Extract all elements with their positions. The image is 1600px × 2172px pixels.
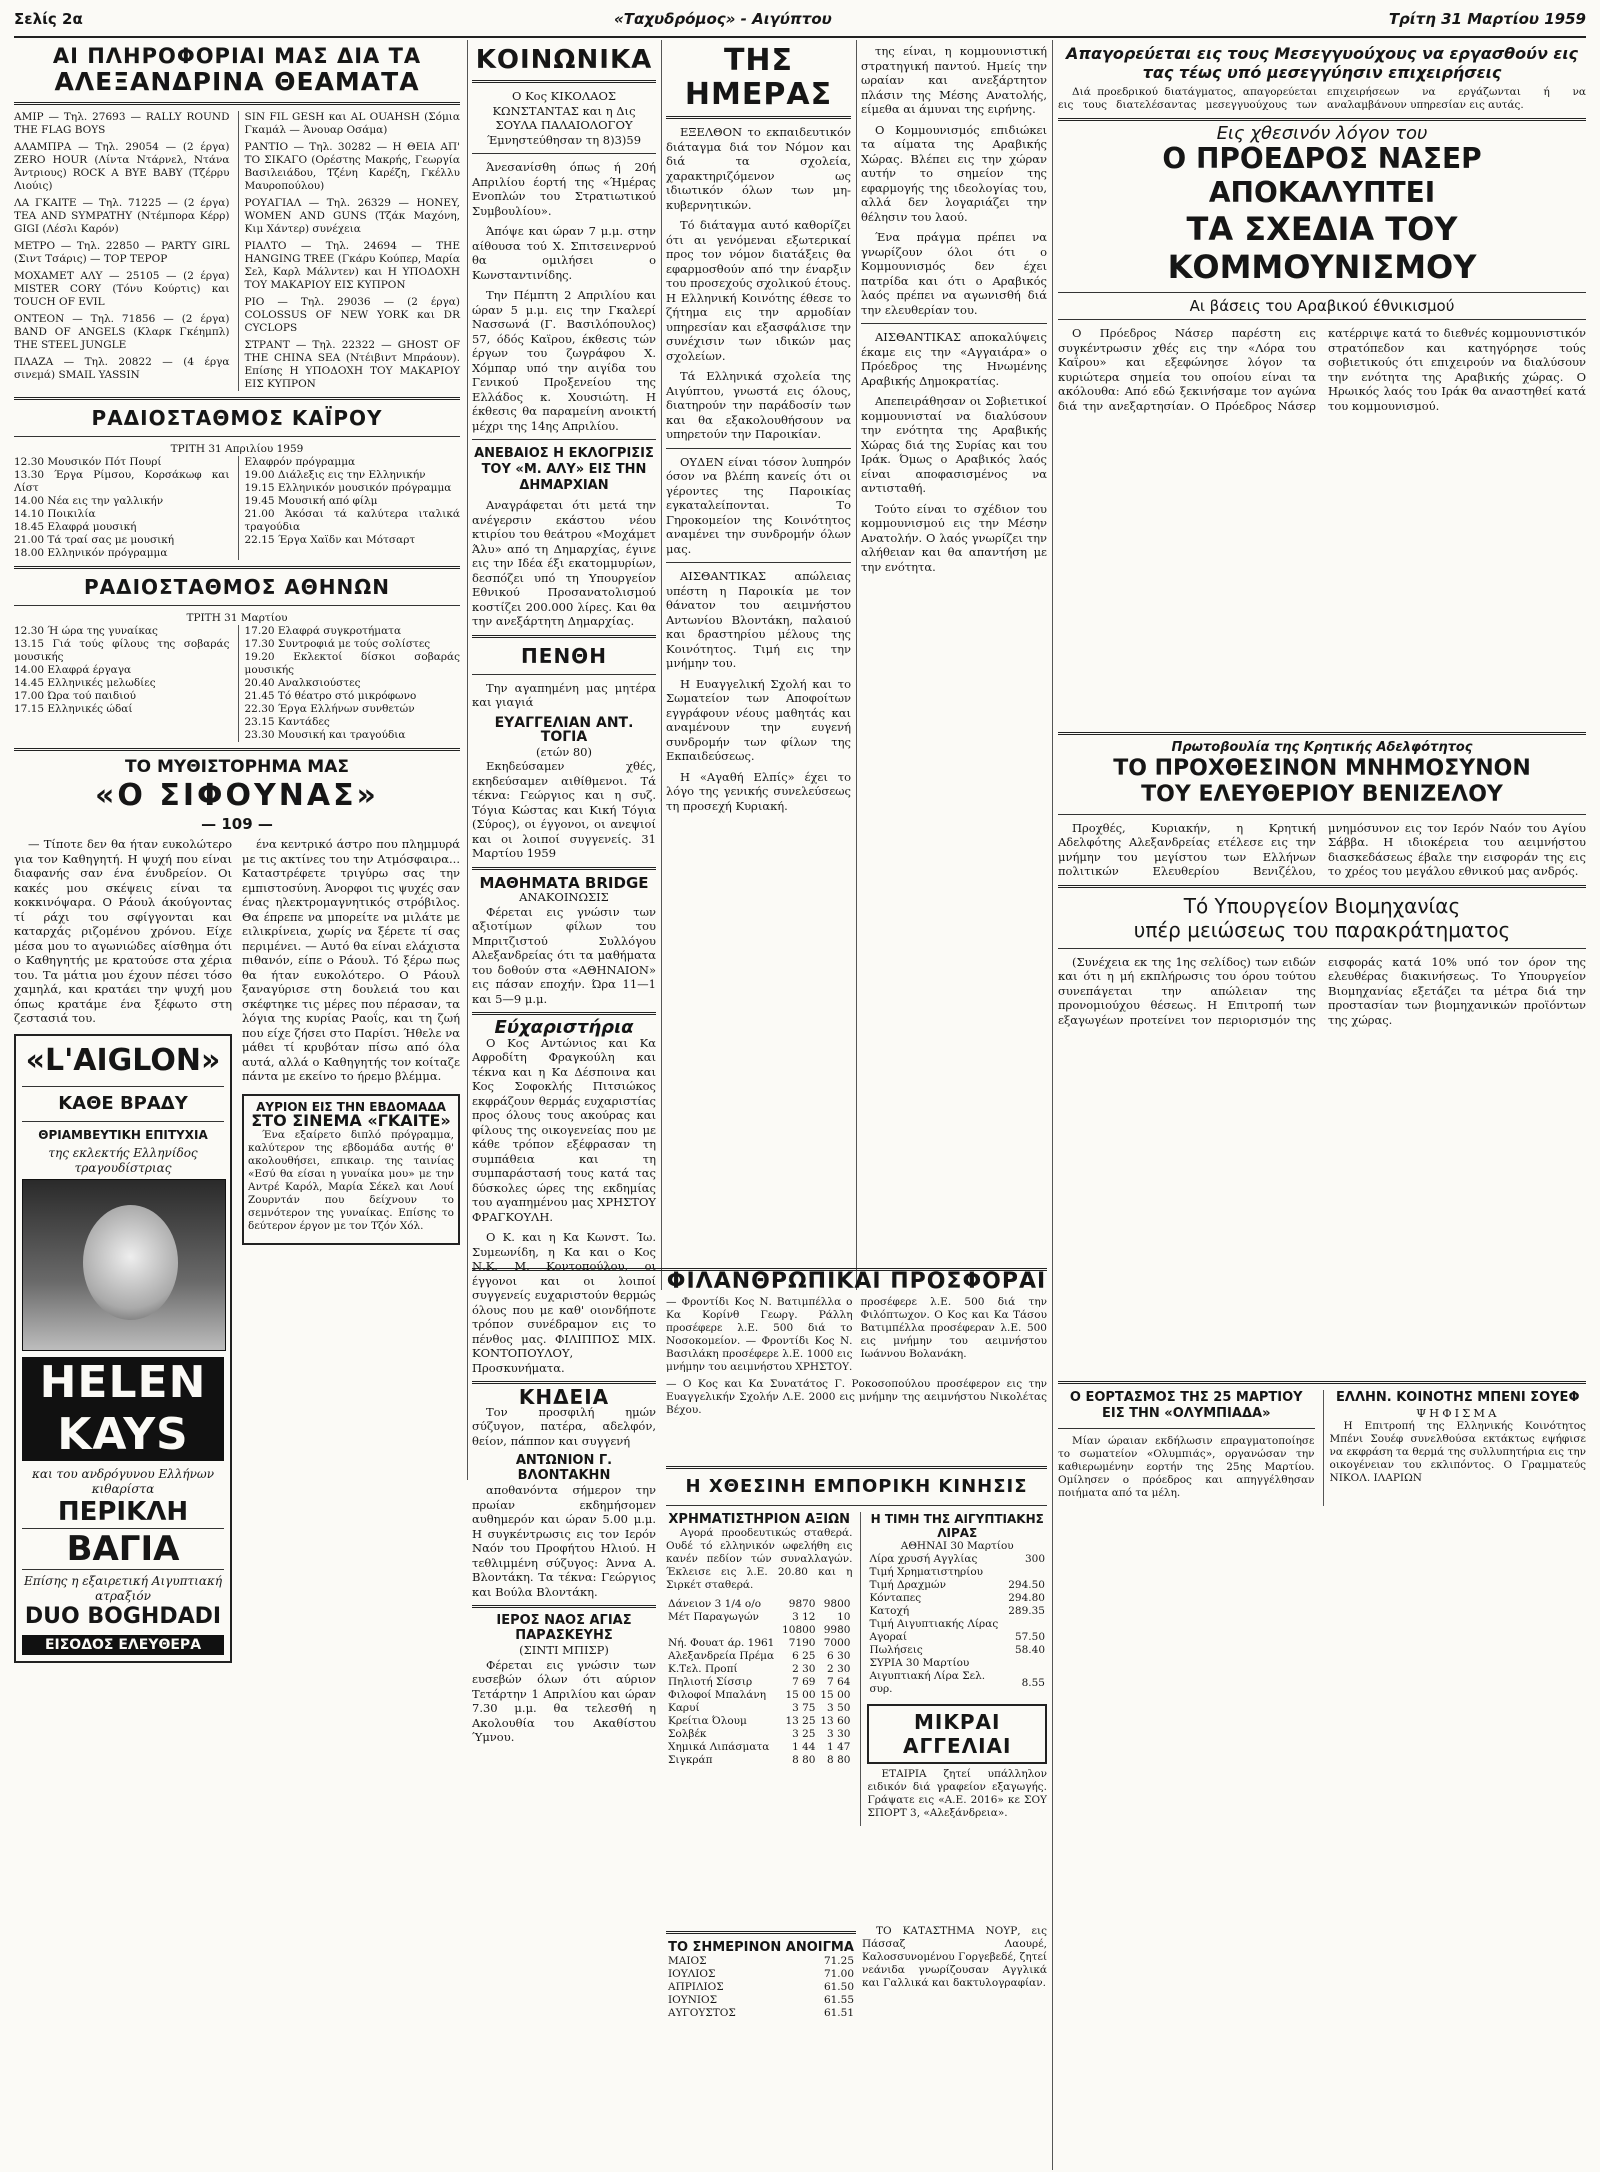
- cotton-table: [666, 1955, 856, 2020]
- table-row: Σιγκράπ 8 80 8 80: [668, 1754, 851, 1766]
- mourning-age: (ετών 80): [536, 744, 592, 759]
- custodians-text: Διά προεδρικού διατάγματος, απαγορεύεται εις τους διατελέσαντας μεσεγγυούχους των επιχειρήσεων να εργάζωνται ή να αναλαμβάνουν υπηρεσίαν εις αυτάς.: [1058, 86, 1586, 111]
- trade-section: [666, 1460, 1047, 1826]
- classified-ad: ΕΤΑΙΡΙΑ ζητεί υπάλληλον ειδικόν διά γραφείον εξαγωγής. Γράψατε εις «Α.Ε. 2016» κε ΣΟΥ ΣΠΟΡΤ 3, «Αλεξάνδρεια».: [867, 1768, 1047, 1819]
- divider: [472, 1605, 656, 1608]
- divider: [472, 867, 656, 870]
- article-paragraph: Ένα πράγμα πρέπει να γνωρίζουν όλοι ότι ο Κομμουνισμός δεν έχει πατρίδα και ότι ο Αραβικός λαός πρέπει να αγωνισθή διά την ελευθερίαν του.: [861, 230, 1047, 317]
- lira-table: [867, 1553, 1047, 1696]
- election-text: Αναγράφεται ότι μετά την ανέγερσιν εκάστου νέου κτιρίου του θεάτρου «Μοχάμετ Άλυ» από τη Δημαρχίας, έγινε εις την Ιδέα έξι εκατομμυρίων, δεσπόζει υπό τη Υπουργείον Εθνικού Προσανατολισμού κοστίζει 200.000 λίρες. Και θα την ανεξάρτητη Δημαρχίας.: [472, 498, 656, 628]
- article-paragraph: Ο Κομμουνισμός επιδιώκει τα αίματα της Αραβικής Χώρας. Βλέπει εις την χώραν αυτήν το σημείον της εφαρμογής της ιδεολογίας του, αλλά δεν λογαριάζει την θέλησιν του λαού.: [861, 122, 1047, 224]
- goethe-title: ΑΥΡΙΟΝ ΕΙΣ ΤΗΝ ΕΒΔΟΜΑΔΑ: [256, 1099, 446, 1114]
- lira-title: Η ΤΙΜΗ ΤΗΣ ΑΙΓΥΠΤΙΑΚΗΣ ΛΙΡΑΣ: [870, 1512, 1044, 1540]
- divider: [14, 605, 460, 606]
- classifieds-box: [867, 1704, 1047, 1764]
- column-rule: [661, 40, 662, 1290]
- article-paragraph: Τούτο είναι το σχέδιον του κομμουνισμού εις την Μέσην Ανατολήν. Ο λαός γνωρίζει την αλήθειαν και θα απαντήση με την ενότητα.: [861, 501, 1047, 574]
- thanks-text: Ο Κ. και η Κα Κωνστ. Ίω. Συμεωνίδη, η Κα και ο Κος Ν.Κ. Μ. Κοντοπούλου, οι έγγονοι και οι λοιποί συγγενείς ευχαριστούν θερμώς όλους που με καθ' οιονδήποτε τρόπον συνέδραμον εις το πένθος μας. ΦΙΛΙΠΠΟΣ ΜΙΧ. ΚΟΝΤΟΠΟΥΛΟΥ, Προσκυνήματα.: [472, 1230, 656, 1375]
- singer-face: [83, 1205, 178, 1320]
- philanthropy-columns: [666, 1296, 1047, 1374]
- article-paragraph: ΑΙΣΘΑΝΤΙΚΑΣ απώλειας υπέστη η Παροικία με τον θάνατον του αειμνήστου Αντωνίου Βλοντάκη, παλαιού και δραστηρίου μέλους της Κοινότητος. Τιμή εις την μνήμην του.: [666, 569, 851, 670]
- cinema-goethe-box: [242, 1094, 460, 1245]
- table-row: Φιλοφοί Μπαλάνη 15 00 15 00: [668, 1689, 851, 1701]
- ad-venue: «L'AIGLON»: [25, 1042, 221, 1078]
- ad-vagia: ΒΑΓΙΑ: [22, 1528, 224, 1570]
- mourning-text: Εκηδεύσαμεν χθές, εκηδεύσαμεν αιθίθμενοι. Τά τέκνα: Γεώργιος και η συζ. Τόγια Κώστας και Κική Τόγια (Σύρος), οι έγγονοι, οι ανεψιοί και οι λοιποί συγγενείς. 31 Μαρτίου 1959: [472, 759, 656, 860]
- divider: [666, 1505, 1047, 1506]
- event-notice: Άνεσανίσθη όπως ή 20ή Απριλίου έορτή της «Ήμέρας Ενοπλών του Στρατιωτικού Συμβουλίου».: [472, 160, 656, 218]
- cinema-listings: [14, 111, 460, 391]
- philanthropy-title: ΦΙΛΑΝΘΡΩΠΙΚΑΙ ΠΡΟΣΦΟΡΑΙ: [666, 1269, 1047, 1294]
- cinema-list-left: [14, 111, 230, 391]
- entertainment-title-2: ΑΛΕΞΑΝΔΡΙΝΑ ΘΕΑΜΑΤΑ: [54, 67, 420, 96]
- novel-right: [242, 837, 460, 1663]
- table-row: Αιγυπτιακή Λίρα Σελ. συρ. 8.55: [869, 1670, 1045, 1695]
- table-row: Κόνταπες 294.80: [869, 1592, 1045, 1604]
- radio-item: 14.10 Ποικιλία: [14, 508, 96, 520]
- table-row: ΙΟΥΛΙΟΣ 71.00: [668, 1968, 854, 1980]
- entertainment-column: [14, 44, 460, 2164]
- mourning-name: ΕΥΑΓΓΕΛΙΑΝ ΑΝΤ. ΤΟΓΙΑ: [494, 714, 634, 745]
- table-row: Κρείτια Όλουμ 13 25 13 60: [668, 1715, 851, 1727]
- cotton-section: [666, 1925, 856, 2020]
- table-row: Καρυί 3 75 3 50: [668, 1702, 851, 1714]
- table-row: Σολβέκ 3 25 3 30: [668, 1728, 851, 1740]
- cinema-entry: ΡΙΟ — Τηλ. 29036 — (2 έργα) COLOSSUS OF NEW YORK και DR CYCLOPS: [244, 296, 460, 334]
- radio-item: 17.00 Ώρα τού παιδιού: [14, 690, 137, 702]
- article-paragraph: Η «Αγαθή Ελπίς» έχει το λόγο της γενικής συνελεύσεως τη προσεχή Κυριακή.: [666, 769, 851, 813]
- news-column: [1058, 44, 1586, 2164]
- of-the-day-title: ΤΗΣ ΗΜΕΡΑΣ: [666, 44, 851, 119]
- church-title: ΙΕΡΟΣ ΝΑΟΣ ΑΓΙΑΣ ΠΑΡΑΣΚΕΥΗΣ: [496, 1613, 632, 1643]
- cinema-entry: ΡΑΝΤΙΟ — Τηλ. 30282 — Η ΘΕΙΑ ΑΠ' ΤΟ ΣΙΚΑΓΟ (Ορέστης Μακρής, Γεωργία Βασιλειάδου, Τζένη Καρέζη, Γκέλλυ Μαυροπούλου): [244, 141, 460, 192]
- table-row: Αγοραί 57.50: [869, 1631, 1045, 1643]
- radio-item: 17.30 Συντροφιά με τούς σολίστες: [244, 638, 431, 650]
- issue-date: Τρίτη 31 Μαρτίου 1959: [1388, 10, 1586, 28]
- divider: [14, 748, 460, 751]
- divider: [666, 1931, 856, 1934]
- entertainment-title: ΑΙ ΠΛΗΡΟΦΟΡΙΑΙ ΜΑΣ ΔΙΑ ΤΑ: [52, 44, 422, 68]
- stock-exchange: [666, 1512, 852, 1826]
- table-row: 10800 9980: [782, 1624, 851, 1636]
- radio-item: 12.30 Ή ώρα της γυναίκας: [14, 625, 158, 637]
- bottom-right-boxes: [1058, 1390, 1586, 1506]
- mourning-intro: Την αγαπημένη μας μητέρα και γιαγιά: [472, 680, 656, 709]
- divider: [14, 566, 460, 569]
- table-row: Χημικά Λιπάσματα 1 44 1 47: [668, 1741, 851, 1753]
- laiglon-ad: [14, 1034, 232, 1664]
- beni-suef-text: Η Επιτροπή της Ελληνικής Κοινότητος Μπένι Σουέφ συνελθούσα εκτάκτως εψήφισε να εκφράση τα θερμά της συλλυπητήρια εις την οικογένειαν του εκλιπόντος. Ο Γραμματεύς ΝΙΚΟΛ. ΙΛΑΡΙΩΝ: [1329, 1420, 1586, 1484]
- divider: [1058, 948, 1586, 949]
- radio-item: 18.45 Ελαφρά μουσική: [14, 521, 137, 533]
- column-rule: [467, 40, 468, 1480]
- mourning-title: ΠΕΝΘΗ: [521, 643, 607, 668]
- nasser-text: Ο Πρόεδρος Νάσερ παρέστη εις συγκέντρωσιν χθές εις την «Λόρα του Καΐρου» και εξεφώνησε λόγον τα κυριώτερα σημεία του οποίου είναι τα ακόλουθα: Από εδώ ξεκινήσαμε τον αγώνα διά την ανεξαρτησίαν. Ο Πρόεδρος Νάσερ κατέρριψε κατά το διεθνές κομμουνιστικόν στρατόπεδον και κατηγόρησε τούς σοβιετικούς ότι επιχειρούν να διαλύσουν την ενότητα της Αραβικής χώρας. Ο Ηρωικός λαός του Ιράκ θα αναστηθεί κατά του κομμουνισμού.: [1058, 326, 1586, 413]
- table-row: Νή. Φουατ άρ. 1961 7190 7000: [668, 1637, 851, 1649]
- table-row: ΜΑΙΟΣ 71.25: [668, 1955, 854, 1967]
- article-paragraph: Τά Ελληνικά σχολεία της Αιγύπτου, γνωστά εις όλους, διατηρούν την παράδοσίν των και θα εξακολουθήσουν να υπηρετούν την Παροικίαν.: [666, 369, 851, 441]
- nasser-kicker: Εις χθεσινόν λόγον του: [1216, 123, 1428, 144]
- radio-item: Ελαφρόν πρόγραμμα: [244, 456, 356, 468]
- table-row: ΑΠΡΙΛΙΟΣ 61.50: [668, 1981, 854, 1993]
- novel-text: — Τίποτε δεν θα ήταν ευκολώτερο για τον Καθηγητή. Η ψυχή που είναι διαφανής σαν ένα ένυδρείον. Οι κακές μου σκέψεις είναι τα κοκκινόψαρα. Ο Ράουλ άκούγοντας τί ράχι του σφίγγονται και καταρχάς ριζομένου χρόνου. Είχε μέσα μου το αγωνιώδες αίσθημα ότι ο Καθηγητής με κρατούσε στα χέρια του. Τα μάτια μου έχουν πέσει τόσο χαμηλά, και κρατάει την ψυχή μου όπως κρατάμε ένα ξέφωτο στη ζεστασιά του.: [14, 837, 232, 1025]
- singer-photo: [22, 1179, 226, 1351]
- novel-number: — 109 —: [201, 815, 273, 833]
- novel-body: [14, 837, 460, 1663]
- custodians-headline: Απαγορεύεται εις τους Μεσεγγυούχους να εργασθούν εις τας τέως υπό μεσεγγύησιν επιχειρήσεις: [1065, 44, 1579, 82]
- bridge-text: Φέρεται εις γνώσιν των αξιοτίμων φίλων του Μπριτζιστού Συλλόγου Αλεξανδρείας ότι τα μαθήματα του δοθούν στα «ΑΘΗΝΑΙΟΝ» εις πάσαν εποχήν. Ώρα 11—1 και 5—9 μ.μ.: [472, 904, 656, 1006]
- cinema-entry: ΡΟΥΑΓΙΑΛ — Τηλ. 26329 — HONEY, WOMEN AND GUNS (Τζάκ Μαχόνη, Κιμ Χάντερ) συνέχεια: [244, 197, 460, 235]
- radio-item: 14.00 Ελαφρά έργαγα: [14, 664, 132, 676]
- memorial-headline: ΤΟ ΠΡΟΧΘΕΣΙΝΟΝ ΜΝΗΜΟΣΥΝΟΝ: [1113, 755, 1531, 781]
- election-headline: ΑΝΕΒΑΙΟΣ Η ΕΚΛΟΓΡΙΣΙΣ ΤΟΥ «Μ. ΑΛΥ» ΕΙΣ ΤΗΝ ΔΗΜΑΡΧΙΑΝ: [474, 446, 654, 493]
- stock-title: ΧΡΗΜΑΤΙΣΤΗΡΙΟΝ ΑΞΙΩΝ: [668, 1512, 851, 1527]
- philanthropy-block: [666, 1268, 1047, 1417]
- table-row: Κ.Τελ. Προπί 2 30 2 30: [668, 1663, 851, 1675]
- divider: [1058, 732, 1586, 735]
- continuation-column: [861, 44, 1047, 1244]
- radio-athens-title: ΡΑΔΙΟΣΤΑΘΜΟΣ ΑΘΗΝΩΝ: [83, 575, 391, 599]
- cinema-entry: ΑΜΙΡ — Τηλ. 27693 — RALLY ROUND THE FLAG BOYS: [14, 111, 230, 136]
- divider: [22, 1086, 224, 1087]
- social-title: ΚΟΙΝΩΝΙΚΑ: [472, 44, 656, 83]
- article-paragraph: ΟΥΔΕΝ είναι τόσον λυπηρόν όσον να βλέπη κανείς ότι οι γέροντες της Παροικίας εγκαταλείπονται. Το Γηροκομείον της Κοινότητος αναμένει την συνδρομήν όλων μας.: [666, 454, 851, 556]
- nasser-headline: Ο ΠΡΟΕΔΡΟΣ ΝΑΣΕΡ ΑΠΟΚΑΛΥΠΤΕΙ: [1162, 141, 1482, 209]
- radio-item: 22.15 Έργα Χαϊδν και Μότσαρτ: [244, 534, 416, 546]
- philanthropy-text: προσέφερε λ.Ε. 500 διά την Φιλόπτωχον. Ο Κος και Κα Τάσου Βατιμπέλλα προσέφεραν λ.Ε. 500 εις μνήμην του αειμνήστου Ιωάννου Βολανάκη.: [860, 1296, 1047, 1360]
- trade-title: Η ΧΘΕΣΙΝΗ ΕΜΠΟΡΙΚΗ ΚΙΝΗΣΙΣ: [685, 1476, 1028, 1497]
- radio-item: 17.20 Ελαφρά συγκροτήματα: [244, 625, 402, 637]
- article-paragraph: ΕΞΕΛΘΟΝ το εκπαιδευτικόν διάταγμα διά τον Νόμον και διά τα σχολεία, χαρακτηριζόμενον ως ιδιωτικόν όλων των μη-κυβερνητικών.: [666, 125, 851, 212]
- memorial-text: Προχθές, Κυριακήν, η Κρητική Αδελφότης Αλεξανδρείας ετέλεσε εις την μνήμην του μεγίστου των Ελλήνων πολιτικών Ελευθερίου Βενιζέλου, μνημόσυνον εις τον Ιερόν Ναόν του Αγίου Σάββα. Η ιδιοκέρεια του αειμνήστου διασκεδάσεως έβαλε την εισφοράν της εις το χρέος του μεγάλου εθνικού μας ανδρός.: [1058, 820, 1586, 878]
- philanthropy-text: — Ο Κος και Κα Συνατάτος Γ. Ροκοσοπούλου προσέφερον εις την Ευαγγελικήν Σχολήν Λ.Ε. 2000 εις μνήμην της αειμνήστου Νικολέτας Βέχου.: [666, 1378, 1047, 1416]
- industry-headline: Τό Υπουργείον Βιομηχανίας: [1183, 893, 1461, 918]
- radio-item: 21.00 Τά τραί σας με μουσική: [14, 534, 175, 546]
- radio-athens-date: ΤΡΙΤΗ 31 Μαρτίου: [186, 612, 288, 624]
- novel-kicker: ΤΟ ΜΥΘΙΣΤΟΡΗΜΑ ΜΑΣ: [125, 757, 349, 777]
- church-text: Φέρεται εις γνώσιν των ευσεβών όλων ότι αύριον Τετάρτην 1 Απριλίου και ώραν 7.30 μ.μ. θα τελεσθή η Ακολουθία του Ακαθίστου Ύμνου.: [472, 1657, 656, 1744]
- radio-item: 14.45 Ελληνικές μελωδίες: [14, 677, 156, 689]
- event-notice: Την Πέμπτη 2 Απριλίου και ώραν 5 μ.μ. εις την Γκαλερί Νασσωνά (Γ. Βασιλόπουλος) 57, όδός Καϊρου, έκθεσις τών έργων του ζωγράφου Χ. Χόμπαρ υπό την αιγίδα του Γενικού Προξενείου της Ελλάδος κ. Χουσιώτη. Η έκθεσις θα παραμείνη ανοικτή μέχρι της 14ης Απριλίου.: [472, 288, 656, 433]
- ad-every-night: ΚΑΘΕ ΒΡΑΔΥ: [58, 1092, 188, 1114]
- ad-success: ΘΡΙΑΜΒΕΥΤΙΚΗ ΕΠΙΤΥΧΙΑ: [38, 1127, 208, 1142]
- radio-cairo-schedule: [14, 456, 460, 560]
- divider: [1058, 118, 1586, 121]
- table-row: ΙΟΥΝΙΟΣ 61.55: [668, 1994, 854, 2006]
- table-row: ΑΥΓΟΥΣΤΟΣ 61.51: [668, 2007, 854, 2019]
- radio-cairo-title: ΡΑΔΙΟΣΤΑΘΜΟΣ ΚΑΪΡΟΥ: [91, 406, 383, 430]
- novel-title: «Ο ΣΙΦΟΥΝΑΣ»: [95, 778, 379, 813]
- table-row: Αλεξανδρεία Πρέμα 6 25 6 30: [668, 1650, 851, 1662]
- radio-item: 23.30 Μουσική και τραγούδια: [244, 729, 406, 741]
- lira-and-ads: [860, 1512, 1047, 1826]
- stock-text: Αγορά προοδευτικώς σταθερά. Ουδέ τό ελληνικόν ωφελήθη εις κανέν πεδίον τών συναλλαγών. Έκλεισε εις λ.Ε. 20.80 και η Σιρκέτ σταθερά.: [666, 1527, 853, 1591]
- social-column: [472, 44, 656, 1744]
- cinema-entry: ΣΤΡΑΝΤ — Τηλ. 22322 — GHOST OF THE CHINA SEA (Ντέιβιντ Μπράουν). Επίσης Η ΥΠΟΔΟΧΗ ΤΟΥ ΜΑΚΑΡΙΟΥ ΕΙΣ ΚΥΠΡΟΝ: [244, 339, 460, 390]
- radio-athens-schedule: [14, 625, 460, 742]
- nasser-subhead: Αι βάσεις του Αραβικού έθνικισμού: [1189, 296, 1455, 315]
- beni-suef-title: ΕΛΛΗΝ. ΚΟΙΝΟΤΗΣ ΜΠΕΝΙ ΣΟΥΕΦ: [1336, 1389, 1580, 1405]
- radio-item: 21.00 Άκόσαι τά καλύτερα ιταλικά τραγούδια: [244, 508, 460, 533]
- classifieds-title-2: ΑΓΓΕΛΙΑΙ: [902, 1734, 1012, 1758]
- masthead: «Ταχυδρόμος» - Αιγύπτου: [614, 10, 832, 28]
- nasser-headline-2: ΤΑ ΣΧΕΔΙΑ ΤΟΥ ΚΟΜΜΟΥΝΙΣΜΟΥ: [1167, 209, 1477, 286]
- engagement-notice: Ο Κος ΚΙΚΟΛΑΟΣ ΚΩΝΣΤΑΝΤΑΣ και η Δις ΣΟΥΛΑ ΠΑΛΑΙΟΛΟΓΟΥ Έμνηστεύθησαν τη 8)3)59: [486, 89, 642, 147]
- radio-item: 19.45 Μουσική από φίλμ: [244, 495, 378, 507]
- goethe-text: Ένα εξαίρετο διπλό πρόγραμμα, καλύτερον της εβδομάδα αυτής θ' ακολουθήσει, επικαιρ. της ταινίας «Εσύ θα είσαι η γυναίκα μου» με την Αντρέ Καρόλ, Μαρία Σέκελ και Λουί Ζουρντάν που δείχνουν το σεμνότερον της γυναίκας. Επίσης το δεύτερον έργον με τον Τζόν Χόλ.: [248, 1128, 454, 1232]
- funeral-intro: Τον προσφιλή ημών σύζυγον, πατέρα, αδελφόν, θείον, πάππον και συγγενή: [472, 1404, 656, 1448]
- cinema-entry: ΜΕΤΡΟ — Τηλ. 22850 — PARTY GIRL (Σιντ Τσάρις) — TOP ΤΕΡΟΡ: [14, 240, 230, 265]
- divider: [472, 1012, 656, 1015]
- article-paragraph: Απεπειράθησαν οι Σοβιετικοί κομμουνισταί να διαλύσουν την ενότητα της Αραβικής Χώρας διά της Συρίας και του Ιράκ. Όμως ο Αραβικός λαός είναι αποφασισμένος να αντισταθή.: [861, 394, 1047, 495]
- radio-item: 12.30 Μουσικόν Πότ Πουρί: [14, 456, 162, 468]
- funeral-name: ΑΝΤΩΝΙΟΝ Γ. ΒΛΟΝΤΑΚΗΝ: [515, 1453, 613, 1483]
- thanks-text: Ο Κος Αντώνιος και Κα Αφροδίτη Φραγκούλη και τέκνα και η Κα Δέσποινα και Κος Σοφοκλής Πιτσιώκος εκφράζουν θερμάς ευχαριστίας προς όλους τους ακούρας και φίλους της οικογενείας που με κάθε τρόπον εξέφρασαν τη συμπάθεια και τη συμπαράστασή τους κατά τας δύσκολες ώρες της εκδημίας του αγαπημένου μας ΧΡΗΣΤΟΥ ΦΡΑΓΚΟΥΛΗ.: [472, 1035, 656, 1224]
- divider: [1058, 814, 1586, 815]
- divider: [472, 635, 656, 638]
- table-row: Τιμή Αιγυπτιακής Λίρας: [869, 1618, 999, 1630]
- funeral-title: ΚΗΔΕΙΑ: [518, 1385, 610, 1409]
- radio-item: 22.30 Έργα Ελλήνων συνθετών: [244, 703, 415, 715]
- page-header: [14, 6, 1586, 38]
- divider: [472, 1381, 656, 1384]
- cotton-title: ΤΟ ΣΗΜΕΡΙΝΟΝ ΑΝΟΙΓΜΑ: [668, 1940, 854, 1955]
- cinema-entry: ΛΑ ΓΚΑΙΤΕ — Τηλ. 71225 — (2 έργα) TEA AND SYMPATHY (Ντέμπορα Κέρρ) GIGI (Λέσλι Καρόν): [14, 197, 230, 235]
- classifieds-title: ΜΙΚΡΑΙ: [914, 1710, 1001, 1734]
- divider: [1058, 1381, 1586, 1384]
- radio-list-right: [238, 456, 461, 560]
- divider: [861, 323, 1047, 324]
- philanthropy-text: — Φροντίδι Κος Ν. Βατιμπέλλα ο Κα Κορίνθ Γεωργ. Ράλλη προσέφερε λ.Ε. 500 διά το Νοσοκομείον. — Φροντίδι Κος Ν. Βασιλάκη προσέφερε λ.Ε. 1000 εις μνήμην του αειμνήστου ΧΡΗΣΤΟΥ.: [666, 1296, 853, 1373]
- classified-ad: ΤΟ ΚΑΤΑΣΤΗΜΑ ΝΟΥΡ, εις Πάσσαζ Λαουρέ, Καλοσσυνομένου Γοργεβεδέ, ζητεί νεάνιδα γνωρίζουσαν Αγγλικά και Γαλλικά και δακτυλογραφίαν.: [862, 1925, 1047, 1989]
- ad-guitarists: και του ανδρόγυνου Ελλήνων κιθαρίστα: [32, 1467, 214, 1496]
- column-rule: [856, 40, 857, 1290]
- divider: [1058, 292, 1586, 293]
- radio-cairo-date: ΤΡΙΤΗ 31 Απριλίου 1959: [170, 443, 304, 455]
- divider: [14, 397, 460, 400]
- article-paragraph: ΑΙΣΘΑΝΤΙΚΑΣ αποκαλύψεις έκαμε εις την «Αγγαιάρα» ο Πρόεδρος της Ηνωμένης Αραβικής Δημοκρατίας.: [861, 330, 1047, 388]
- industry-text: (Συνέχεια εκ της 1ης σελίδος) των ειδών και ότι η μή εκπλήρωσις του όρου τούτου συνεπάγεται την απώλειαν της προνομιούχου θέσεως. Η Επιτροπή των εξαγωγέων προτείνει τον περιορισμόν της εισφοράς κατά 10% υπό τον όρον της ελευθέρας διακινήσεως. Το Υπουργείον Βιομηχανίας εξετάζει τα μέτρα διά την προστασίαν των βιομηχανικών προϊόντων της χώρας.: [1058, 954, 1586, 1027]
- divider: [472, 153, 656, 154]
- radio-item: 14.00 Νέα εις την γαλλικήν: [14, 495, 164, 507]
- beni-suef-box: [1323, 1390, 1587, 1506]
- divider: [666, 562, 851, 563]
- bridge-subtitle: ΑΝΑΚΟΙΝΩΣΙΣ: [519, 890, 609, 904]
- radio-item: 23.15 Καντάδες: [244, 716, 330, 728]
- novel-left: [14, 837, 232, 1663]
- olympiada-title: Ο ΕΟΡΤΑΣΜΟΣ ΤΗΣ 25 ΜΑΡΤΙΟΥ ΕΙΣ ΤΗΝ «ΟΛΥΜΠΙΑΔΑ»: [1069, 1389, 1303, 1421]
- radio-item: 17.15 Ελληνικές ώδαί: [14, 703, 133, 715]
- divider: [14, 436, 460, 437]
- article-paragraph: της είναι, η κομμουνιστική στρατηγική παντού. Ημείς την ωραίαν και ανεξάρτητον πλάσιν της Μέσης Ανατολής, είμεθα αι άμυναι της ειρήνης.: [861, 44, 1047, 116]
- radio-list-left: [14, 625, 230, 742]
- memorial-kicker: Πρωτοβουλία της Κρητικής Αδελφότητος: [1171, 740, 1473, 755]
- bridge-title: ΜΑΘΗΜΑΤΑ BRIDGE: [479, 873, 649, 892]
- ad-perikli: ΠΕΡΙΚΛΗ: [57, 1497, 189, 1527]
- industry-headline-2: υπέρ μειώσεως του παρακράτηματος: [1133, 917, 1511, 942]
- olympiada-text: Μίαν ώραιαν εκδήλωσιν επραγματοποίησε το σωματείον «Ολυμπιάς», οργανώσαν την καθιερωμένην εορτήν της 25ης Μαρτίου. Ομίλησεν ο πρόεδρος και απηγγέλθησαν ποιήματα από τα μέλη.: [1058, 1434, 1315, 1499]
- cinema-entry: ΜΟΧΑΜΕΤ ΑΛΥ — 25105 — (2 έργα) MISTER CORY (Τόνυ Κούρτις) και TOUCH OF EVIL: [14, 270, 230, 308]
- divider: [14, 102, 460, 105]
- trade-columns: [666, 1512, 1047, 1826]
- divider: [1058, 319, 1586, 320]
- radio-item: 13.30 Έργα Ρίμσου, Κορσάκωφ και Λίστ: [14, 469, 230, 494]
- radio-item: 19.20 Εκλεκτοί δίσκοι σοβαράς μουσικής: [244, 651, 460, 676]
- goethe-title-2: ΣΤΟ ΣΙΝΕΜΑ «ΓΚΑΙΤΕ»: [251, 1111, 451, 1130]
- table-row: Κατοχή 289.35: [869, 1605, 1045, 1617]
- divider: [472, 439, 656, 440]
- radio-item: 13.15 Γιά τούς φίλους της σοβαράς μουσικής: [14, 638, 230, 663]
- table-row: Τιμή Χρηματιστηρίου: [869, 1566, 984, 1578]
- ad-duo: DUO BOGHDADI: [24, 1604, 222, 1629]
- cinema-entry: SIN FIL GESH και AL OUAHSH (Σόμια Γκαμάλ — Άνουαρ Οσάμα): [244, 111, 460, 136]
- divider: [472, 674, 656, 675]
- cinema-entry: ΟΝΤΕΟΝ — Τηλ. 71856 — (2 έργα) BAND OF ANGELS (Κλαρκ Γκέημπλ) THE STEEL JUNGLE: [14, 313, 230, 351]
- column-rule: [1052, 40, 1053, 2170]
- funeral-text: αποθανόντα σήμερον την πρωίαν εκδημήσομεν αυθημερόν και ώραν 5.00 μ.μ. Η συγκέντρωσις εις τον Ιερόν Ναόν του Προφήτου Ηλιού. Η τεθλιμμένη σύζυγος: Άννα Α. Βλοντάκη. Τα τέκνα: Γεώργιος και Βούλα Βλοντάκη.: [472, 1483, 656, 1599]
- lira-subtitle: ΑΘΗΝΑΙ 30 Μαρτίου: [900, 1540, 1014, 1552]
- radio-item: 20.40 Αναλκσιούστες: [244, 677, 361, 689]
- memorial-headline-2: ΤΟΥ ΕΛΕΥΘΕΡΙΟΥ ΒΕΝΙΖΕΛΟΥ: [1141, 781, 1503, 807]
- table-row: ΣΥΡΙΑ 30 Μαρτίου: [869, 1657, 970, 1669]
- radio-item: 19.00 Διάλεξις εις την Ελληνικήν: [244, 469, 426, 481]
- table-row: Πωλήσεις 58.40: [869, 1644, 1045, 1656]
- cinema-list-right: [238, 111, 461, 391]
- table-row: Τιμή Δραχμών 294.50: [869, 1579, 1045, 1591]
- olympiada-box: [1058, 1390, 1315, 1506]
- divider: [666, 448, 851, 449]
- event-notice: Άπόψε και ώραν 7 μ.μ. στην αίθουσα τού Χ. Σπιτσεινερνού θα ομιλήσει ο Κωνσταντινίδης.: [472, 224, 656, 282]
- table-row: Πηλιοτή Σίσσιρ 7 69 7 64: [668, 1676, 851, 1688]
- radio-item: 19.15 Ελληνικόν μουσικόν πρόγραμμα: [244, 482, 452, 494]
- article-paragraph: Η Ευαγγελική Σχολή και το Σωματείον των Αποφοίτων εγγράφουν νέους μαθητάς και αναμένουν την ευγενή συνδρομήν των φίλων της Εκπαιδεύσεως.: [666, 676, 851, 763]
- table-row: Λίρα χρυσή Αγγλίας 300: [869, 1553, 1045, 1565]
- classified-ad-2-block: [862, 1925, 1047, 1996]
- church-subtitle: (ΣΙΝΤΙ ΜΠΙΣΡ): [519, 1643, 609, 1657]
- divider: [1058, 885, 1586, 888]
- divider: [22, 1121, 224, 1122]
- cinema-entry: ΠΛΑΖΑ — Τηλ. 20822 — (4 έργα σινεμά) SMAIL YASSIN: [14, 356, 230, 381]
- novel-text-continued: ένα κεντρικό άστρο που πλημμυρά με τις ακτίνες του την Ατμόσφαιρα... Καταστρέφετε τριγύρω σας την εμπιστοσύνη. Άνορφοι τις ψυχές σαν ένας ηλεκτρομαγνητικός στρόβιλος. Θα έπρεπε να μπορείτε να μιλάτε με ειλικρίνεια, χωρίς να ξέρετε τί σας περιμένει. — Αυτό θα είναι ελάχιστα πιθανόν, είπε ο Ράουλ. Τό ξέρω πως θα ήταν ευκολότερο. Ο Ράουλ ξαναγύρισε στη δουλειά του και σκέφτηκε τις μέρες που πέρασαν, τα λόγια της κυρίας Ραοΐς, και τη ζωή που είχε ζήσει στο Παρίσι. Ήθελε να μάθει τί κρυβόταν πίσω από όλα αυτά, αλλά ο Καθηγητής τον κοίταζε πάντα με εκείνο το ήρεμο βλέμμα.: [242, 837, 460, 1083]
- divider: [1058, 1428, 1315, 1429]
- radio-item: 21.45 Τό θέατρο στό μικρόφωνο: [244, 690, 417, 702]
- cinema-entry: ΑΛΑΜΠΡΑ — Τηλ. 29054 — (2 έργα) ZERO HOUR (Λίντα Ντάρνελ, Ντάνα Άντριους) ROCK A BYE BABY (Τζέρρυ Λιούις): [14, 141, 230, 192]
- beni-suef-subtitle: ΨΗΦΙΣΜΑ: [1416, 1405, 1500, 1420]
- ad-star-name: HELEN KAYS: [22, 1357, 224, 1461]
- table-row: Δάνειον 3 1/4 ο/ο 9870 9800: [668, 1598, 851, 1610]
- article-paragraph: Τό διάταγμα αυτό καθορίζει ότι αι γενόμεναι εξωτερικαί προς τον νόμον διατάξεις θα εφαρμοσθούν από την έναρξιν του προσεχούς σχολικού έτους. Η Ελληνική Κοινότης έθεσε το ζήτημα εις την αρμοδίαν υπηρεσίαν και εξασφάλισε την συνέχισιν των ιδικών μας σχολείων.: [666, 218, 851, 363]
- radio-list-left: [14, 456, 230, 560]
- divider: [666, 1466, 1047, 1469]
- radio-item: 18.00 Ελληνικόν πρόγραμμα: [14, 547, 168, 559]
- table-row: Μέτ Παραγωγών 3 12 10: [668, 1611, 851, 1623]
- stock-table: [666, 1598, 852, 1767]
- radio-list-right: [238, 625, 461, 742]
- thanks-title: Εύχαριστήρια: [494, 1017, 634, 1038]
- cinema-entry: ΡΙΑΛΤΟ — Τηλ. 24694 — THE HANGING TREE (Γκάρυ Κούπερ, Μαρία Σελ, Καρλ Μάλντεν) και Η ΥΠΟΔΟΧΗ ΤΟΥ ΜΑΚΑΡΙΟΥ ΕΙΣ ΚΥΠΡΟΝ: [244, 240, 460, 291]
- ad-entry: ΕΙΣΟΔΟΣ ΕΛΕΥΘΕΡΑ: [22, 1635, 224, 1655]
- of-the-day-column: [666, 44, 851, 1244]
- ad-subtitle: της εκλεκτής Ελληνίδος τραγουδίστριας: [48, 1146, 198, 1175]
- ad-also: Επίσης η εξαιρετική Αιγυπτιακή ατραξιόν: [23, 1574, 223, 1603]
- page-number: Σελίς 2α: [14, 10, 83, 28]
